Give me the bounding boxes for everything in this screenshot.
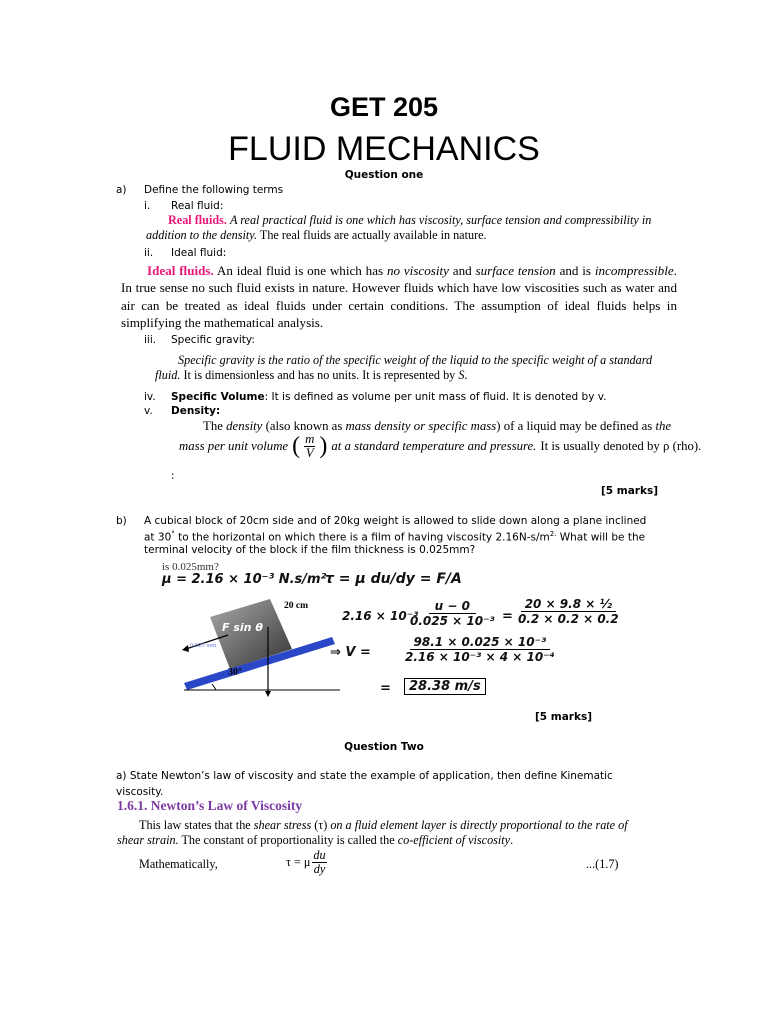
eq1-equals: = (502, 609, 513, 624)
final-answer-box: 28.38 m/s (404, 678, 486, 695)
q1a-ii-label: Ideal fluid: (171, 247, 227, 259)
ideal-italic-3: incompressible (594, 263, 674, 278)
du-num: du (313, 848, 326, 862)
page-code: GET 205 (329, 92, 439, 122)
stray-colon: : (171, 470, 175, 482)
solution-crop-text: is 0.025mm? (162, 561, 219, 573)
newton-equation (286, 849, 327, 876)
eq1-rnum: 20 × 9.8 × ½ (521, 597, 616, 612)
law-t2: (τ) (314, 818, 328, 832)
q1a-marks: [5 marks] (601, 485, 658, 497)
q1b-line2 (144, 530, 645, 544)
q1b-l2b: to the horizontal on which there is a film of having viscosity 2.16N-s/m (174, 531, 550, 544)
ideal-text-4: . In true sense no such fluid exists in nature. However fluids which have low viscosities such as water and air can be treated as ideal fluids under certain conditions. The assumption of ideal fluids helps in simplifying the mathematical analysis. (121, 263, 677, 330)
law-i2: on a fluid element layer is directly proportional to the rate of shear strain. (117, 818, 628, 847)
page-subject: FLUID MECHANICS (228, 130, 540, 168)
equation-number: ...(1.7) (586, 857, 619, 871)
ideal-fluid-term: Ideal fluids. (147, 263, 214, 278)
du-dy-fraction (312, 849, 326, 876)
eq2-den: 2.16 × 10⁻³ × 4 × 10⁻⁴ (405, 650, 555, 664)
density-fraction (304, 433, 315, 461)
q1b-l2c: What will be the (556, 531, 646, 544)
ideal-text-2: and (452, 263, 472, 278)
density-t1: The (203, 419, 223, 433)
solution-image (150, 555, 670, 697)
angle-label: 30° (228, 667, 242, 678)
q1a-iv-num: iv. (144, 391, 156, 403)
sg-symbol: S (458, 368, 465, 382)
eq2-num: 98.1 × 0.025 × 10⁻³ (410, 635, 551, 650)
law-t1: This law states that the (139, 818, 251, 832)
q1b-l2a: at 30 (144, 531, 172, 544)
density-t3: ) of a liquid may be defined as (496, 419, 653, 433)
q1b-line3: terminal velocity of the block if the film thickness is 0.025mm? (144, 544, 476, 556)
left-paren: ( (292, 433, 301, 460)
law-i3: co-efficient of viscosity (397, 833, 511, 847)
q2a-line1: a) State Newton’s law of viscosity and state the example of application, then define Kinematic (116, 770, 613, 782)
density-line-2 (179, 433, 701, 461)
q1b-label: b) (116, 515, 127, 527)
law-t3: The constant of proportionality is called the (181, 833, 395, 847)
real-fluid-plain: The real fluids are actually available in nature. (259, 228, 487, 242)
q1b-line1: A cubical block of 20cm side and of 20kg weight is allowed to slide down along a plane inclined (144, 515, 647, 527)
density-i4: mass per unit volume (179, 439, 289, 454)
question-one-title: Question one (344, 169, 424, 181)
side-label: 20 cm (284, 601, 309, 611)
viscosity-handwritten: μ = 2.16 × 10⁻³ N.s/m² (162, 572, 327, 587)
ideal-fluid-definition (121, 262, 677, 331)
eq-lhs: τ = μ (286, 854, 311, 869)
eq2-lhs: ⇒ V = (330, 645, 371, 660)
density-fraction-den: V (305, 446, 314, 461)
force-arrowhead (182, 645, 189, 652)
q1b-deg: ° (171, 530, 175, 538)
q1a-iii-num: iii. (144, 334, 157, 346)
ideal-italic-1: no viscosity (386, 263, 449, 278)
density-i5: at a standard temperature and pressure. (331, 439, 537, 454)
sg-italic: Specific gravity is the ratio of the specific weight of the liquid to the specific weight of a standard fluid. (155, 353, 653, 382)
q1a-v-num: v. (144, 405, 153, 417)
specific-volume-text: : It is defined as volume per unit mass of fluid. It is denoted by v. (264, 391, 607, 403)
ideal-text-1: An ideal fluid is one which has (216, 263, 384, 278)
q1b-marks: [5 marks] (535, 711, 592, 723)
density-line-1 (203, 419, 671, 434)
law-i1: shear stress (253, 818, 312, 832)
real-fluid-definition (146, 213, 666, 243)
density-i2: mass density or specific mass (345, 419, 497, 433)
thickness-label: 0.025 mm (190, 642, 217, 649)
q1a-i-label: Real fluid: (171, 200, 224, 212)
force-label: F sin θ (222, 621, 263, 634)
q1a-i-num: i. (144, 200, 151, 212)
weight-arrowhead (265, 691, 271, 697)
eq3-equals: = (380, 681, 391, 696)
q1a-iv-line (171, 391, 606, 403)
eq1-den: 0.025 × 10⁻³ (410, 614, 495, 628)
newton-law-heading: 1.6.1. Newton’s Law of Viscosity (117, 798, 303, 813)
q1a-label: a) (116, 184, 127, 196)
density-t4: It is usually denoted by ρ (rho). (540, 439, 702, 454)
newton-law-text (117, 818, 642, 848)
ideal-italic-2: surface tension (475, 263, 556, 278)
eq1-left: 2.16 × 10⁻³ (342, 609, 419, 623)
density-i3: the (655, 419, 672, 433)
q2a-line2: viscosity. (116, 786, 164, 798)
density-fraction-num: m (305, 432, 315, 446)
real-fluid-italic: A real practical fluid is one which has viscosity, surface tension and compressibility in addition to the density. (146, 213, 652, 242)
question-two-title: Question Two (344, 741, 424, 753)
eq1-right-fraction (518, 597, 619, 626)
q1a-iii-label: Specific gravity: (171, 334, 255, 346)
real-fluid-term: Real fluids. (168, 213, 227, 227)
tau-equation: τ = μ du/dy = F/A (325, 571, 462, 587)
density-i1: density (226, 419, 263, 433)
math-label: Mathematically, (139, 857, 218, 871)
q1b-sup: 2. (549, 530, 557, 538)
eq1-num: u − 0 (429, 599, 476, 614)
right-paren: ) (319, 433, 328, 460)
specific-volume-term: Specific Volume (171, 391, 265, 403)
specific-gravity-definition: Specific gravity is the ratio of the specific weight of the liquid to the specific weight of a standard fluid. It is dimensionless and has no units. It is represented by S. (155, 353, 653, 382)
eq2-fraction (405, 635, 555, 664)
angle-arc (212, 684, 216, 690)
q1a-v-label: Density: (171, 405, 221, 417)
q1a-intro: Define the following terms (144, 184, 284, 196)
q1a-ii-num: ii. (144, 247, 154, 259)
eq1-fraction (410, 599, 495, 628)
dy-den: dy (313, 861, 326, 876)
ideal-text-3: and is (559, 263, 592, 278)
sg-plain: It is dimensionless and has no units. It is represented by (183, 368, 456, 382)
density-t2: (also known as (265, 419, 343, 433)
eq1-rden: 0.2 × 0.2 × 0.2 (518, 612, 619, 626)
law-t4: . (510, 833, 514, 847)
